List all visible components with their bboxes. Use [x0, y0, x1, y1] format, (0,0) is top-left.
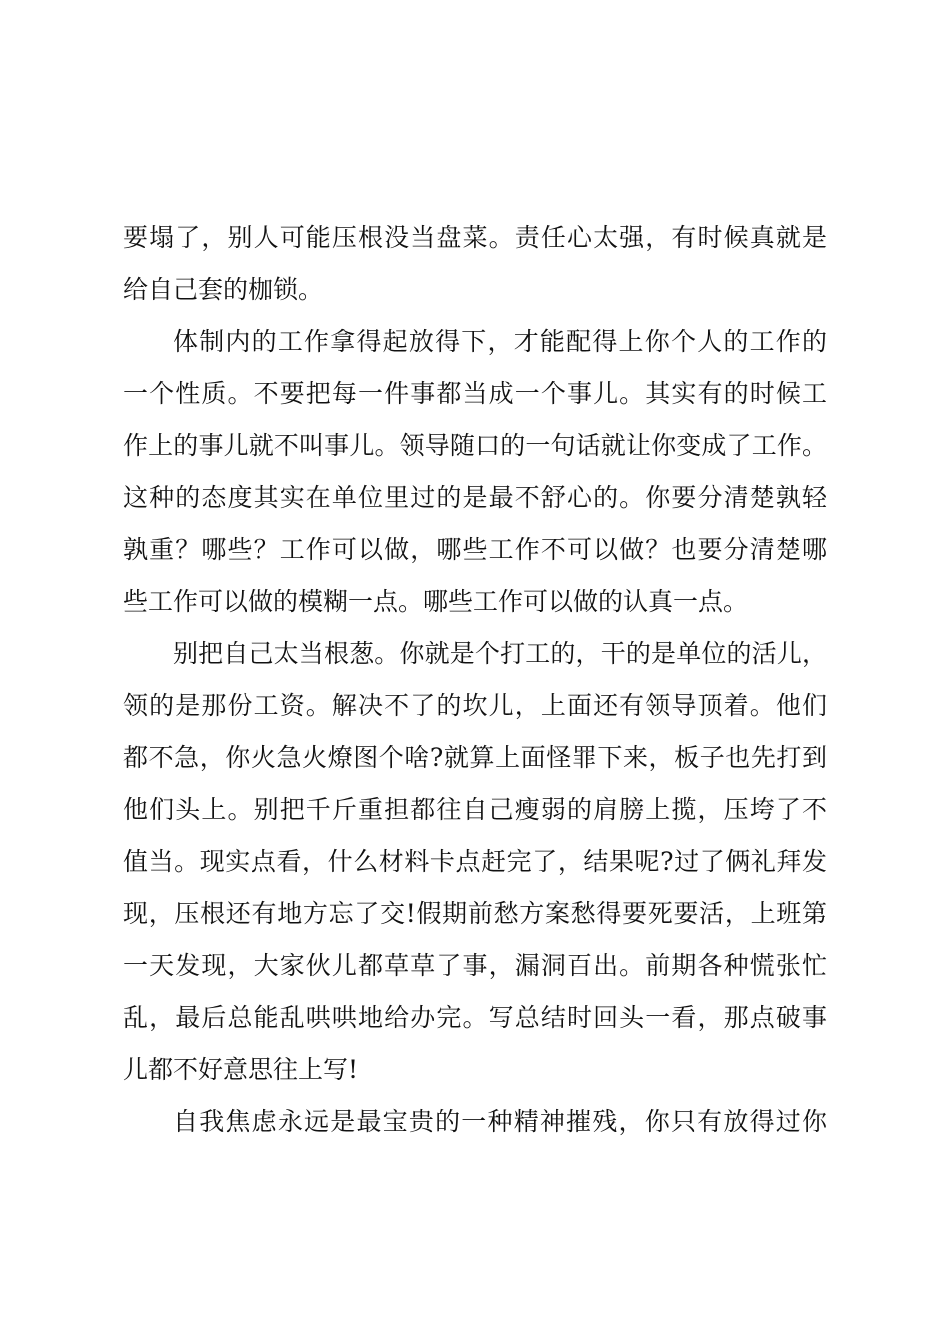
- text-line: 现，压根还有地方忘了交!假期前愁方案愁得要死要活，上班第: [123, 899, 827, 928]
- text-line: 这种的态度其实在单位里过的是最不舒心的。你要分清楚孰轻: [123, 483, 827, 512]
- text-line: 别把自己太当根葱。你就是个打工的，干的是单位的活儿，: [173, 639, 827, 668]
- paragraph-3: [123, 628, 827, 1096]
- text-line: 值当。现实点看，什么材料卡点赶完了，结果呢?过了俩礼拜发: [123, 847, 827, 876]
- paragraph-1: [123, 212, 827, 316]
- text-line: 些工作可以做的模糊一点。哪些工作可以做的认真一点。: [123, 587, 749, 616]
- paragraph-2: [123, 316, 827, 628]
- text-line: 都不急，你火急火燎图个啥?就算上面怪罪下来，板子也先打到: [123, 743, 827, 772]
- text-line: 给自己套的枷锁。: [123, 275, 324, 304]
- text-line: 体制内的工作拿得起放得下，才能配得上你个人的工作的: [173, 327, 827, 356]
- text-line: 自我焦虑永远是最宝贵的一种精神摧残，你只有放得过你: [173, 1107, 827, 1136]
- text-line: 领的是那份工资。解决不了的坎儿，上面还有领导顶着。他们: [123, 691, 827, 720]
- text-line: 作上的事儿就不叫事儿。领导随口的一句话就让你变成了工作。: [123, 431, 827, 460]
- text-line: 儿都不好意思往上写!: [123, 1055, 359, 1084]
- paragraph-4: [123, 1096, 827, 1148]
- text-line: 乱，最后总能乱哄哄地给办完。写总结时回头一看，那点破事: [123, 1003, 827, 1032]
- text-line: 一个性质。不要把每一件事都当成一个事儿。其实有的时候工: [123, 379, 827, 408]
- text-line: 孰重？哪些？工作可以做，哪些工作不可以做？也要分清楚哪: [123, 535, 827, 564]
- text-line: 要塌了，别人可能压根没当盘菜。责任心太强，有时候真就是: [123, 223, 827, 252]
- document-body: [123, 212, 827, 1148]
- text-line: 他们头上。别把千斤重担都往自己瘦弱的肩膀上揽，压垮了不: [123, 795, 827, 824]
- text-line: 一天发现，大家伙儿都草草了事，漏洞百出。前期各种慌张忙: [123, 951, 827, 980]
